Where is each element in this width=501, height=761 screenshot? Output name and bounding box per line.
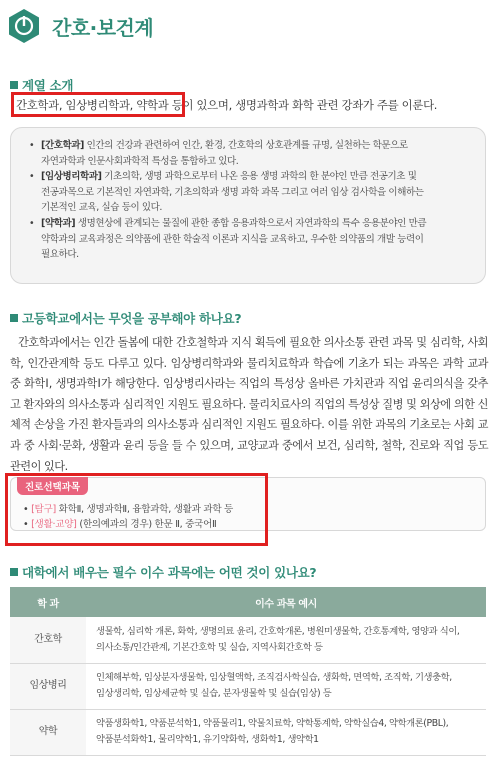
courses-cell	[86, 663, 486, 709]
section-bullet-icon	[10, 568, 18, 576]
elective-category: [생활·교양]	[31, 519, 77, 530]
table-row	[10, 663, 486, 709]
column-header-courses: 이수 과목 예시	[86, 587, 486, 617]
dept-cell: 간호학	[10, 617, 86, 663]
info-text: 생명현상에 관계되는 물질에 관한 종합 응용과학으로서 자연과학의 특수 응용분야인 만큼	[75, 217, 427, 229]
course-line: 약품생화학1, 약품분석학1, 약품물리1, 약물치료학, 약학통계학, 약학실습4, 약학개론(PBL),	[96, 718, 449, 729]
info-item-nursing	[29, 138, 473, 169]
courses-cell	[86, 617, 486, 663]
intro-text: 간호학과, 임상병리학과, 약학과 등이 있으며, 생명과학과 화학 관련 강좌가 주를 이룬다.	[16, 98, 438, 112]
section-title-university	[10, 563, 316, 581]
info-text: 기본적인 교육, 실습 등이 있다.	[41, 202, 163, 214]
dept-cell: 임상병리	[10, 663, 86, 709]
section-bullet-icon	[10, 314, 18, 322]
section-bullet-icon	[10, 81, 18, 89]
courses-cell	[86, 709, 486, 755]
column-header-dept: 학 과	[10, 587, 86, 617]
paragraph-text: 간호학과에서는 인간 돌봄에 대한 간호철학과 지식 획득에 필요한 의사소통 관련 과목 및 심리학, 사회학, 인간관계학 등도 다루고 있다. 임상병리학과와 물리치료학과 학습에 기초가 되는 과목은 과학 교과 중 화학Ⅰ, 생명과학Ⅰ가 해당한다. 임상병리사라는 직업의 특성상 올바른 가치관과 직업 윤리의식을 갖추고 환자와의 의사소통과 심리적인 지원도 필요하다. 물리치료사의 직업의 특성상 질병 및 외상에 의한 신체적 손상을 가진 환자들과의 의사소통과 심리적인 지원도 필요하다. 이를 위한 과목의 기초로는 사회 교과 중 사회·문화, 생활과 윤리 등을 들 수 있으며, 교양교과 중에서 보건, 심리학, 철학, 진로와 직업 등도 관련이 있다.	[10, 336, 488, 473]
section-title-text: 계열 소개	[22, 78, 74, 93]
highlight-box-electives	[5, 473, 268, 546]
info-text: 자연과학과 인문사회과학적 특성을 통합하고 있다.	[41, 155, 239, 167]
course-line: 인체해부학, 임상분자생물학, 임상혈액학, 조직검사학실습, 생화학, 면역학, 조직학, 기생충학,	[96, 672, 452, 683]
dept-cell: 약학	[10, 709, 86, 755]
elective-line: • [탐구] 화학Ⅱ, 생명과학Ⅱ, 융합과학, 생활과 과학 등	[23, 504, 234, 515]
info-text: 필요하다.	[41, 249, 79, 261]
table-row	[10, 709, 486, 755]
info-tag: [약학과]	[41, 217, 76, 229]
department-info-box	[10, 127, 486, 284]
page-header	[8, 6, 153, 46]
header-badge-icon	[8, 8, 40, 44]
section-title-text: 대학에서 배우는 필수 이수 과목에는 어떤 것이 있나요?	[22, 565, 317, 580]
elective-text: 화학Ⅱ, 생명과학Ⅱ, 융합과학, 생활과 과학 등	[55, 504, 234, 515]
elective-label: 진로선택과목	[17, 477, 88, 495]
elective-line: • [생활·교양] (한의예과의 경우) 한문 Ⅱ, 중국어Ⅱ	[23, 519, 217, 530]
info-text: 인간의 건강과 관련하여 인간, 환경, 간호학의 상호관계를 규명, 실천하는 학문으로	[84, 140, 408, 151]
elective-text: (한의예과의 경우) 한문 Ⅱ, 중국어Ⅱ	[76, 519, 217, 530]
section-title-highschool	[10, 309, 241, 327]
course-line: 생물학, 심리학 개론, 화학, 생명의료 윤리, 간호학개론, 병원미생물학, 간호통계학, 영양과 식이,	[96, 625, 460, 637]
info-item-pharmacy	[29, 216, 473, 263]
required-courses-table	[10, 587, 486, 756]
table-header-row	[10, 587, 486, 617]
highschool-paragraph	[10, 333, 488, 477]
course-line: 의사소통/인간관계, 기본간호학 및 실습, 지역사회간호학 등	[96, 641, 323, 653]
info-text: 약학과의 교육과정은 의약품에 관한 학술적 이론과 지식을 교육하고, 우수한 의약품의 개발 능력이	[41, 233, 424, 245]
table-row	[10, 617, 486, 663]
info-item-clinical-pathology	[29, 169, 473, 216]
info-text: 기초의학, 생명 과학으로부터 나온 응용 생명 과학의 한 분야인 만큼 전공기초 및	[101, 171, 417, 183]
page-title: 간호·보건계	[52, 15, 154, 40]
elective-category: [탐구]	[31, 504, 56, 515]
info-tag: [간호학과]	[41, 140, 84, 151]
course-line: 약품분석화학1, 물리약학1, 유기약화학, 생화학1, 생약학1	[96, 734, 319, 745]
section-title-text: 고등학교에서는 무엇을 공부해야 하나요?	[22, 311, 242, 326]
info-text: 전공과목으로 기본적인 자연과학, 기초의학과 생명 과학 과목 그리고 여러 임상 검사학을 이해하는	[41, 186, 424, 198]
info-tag: [임상병리학과]	[41, 171, 102, 183]
highlight-box-departments	[11, 92, 185, 117]
course-line: 임상생리학, 임상세균학 및 실습, 분자생물학 및 실습(임상) 등	[96, 688, 332, 699]
